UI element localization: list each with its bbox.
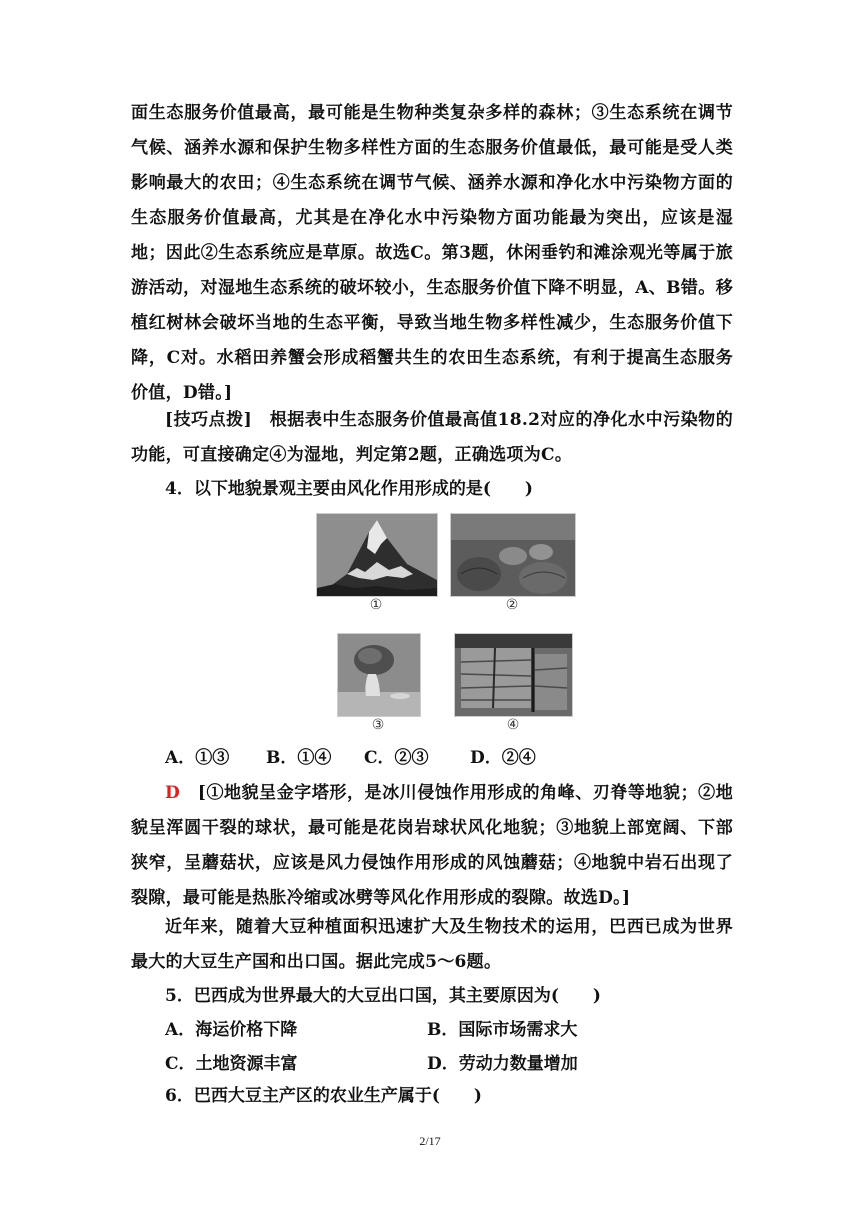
question-5-options-row-2 xyxy=(165,1049,725,1079)
page-number: 2/17 xyxy=(419,1134,441,1148)
q4-option-b[interactable]: B．①④ xyxy=(266,748,332,768)
figure-label-3: ③ xyxy=(371,717,385,733)
question-5-stem: 5．巴西成为世界最大的大豆出口国，其主要原因为( ) xyxy=(165,986,601,1006)
landform-photo-3 xyxy=(337,633,421,717)
tip-label: [技巧点拨] xyxy=(165,410,253,430)
q4-option-c[interactable]: C．②③ xyxy=(364,748,429,768)
spherical-boulders-image xyxy=(451,514,575,596)
q5-option-d[interactable]: D．劳动力数量增加 xyxy=(427,1054,578,1074)
mushroom-rock-image xyxy=(338,634,420,716)
figure-label-2: ② xyxy=(505,597,519,613)
explanation-paragraph-q2-q3: 面生态服务价值最高，最可能是生物种类复杂多样的森林；③生态系统在调节气候、涵养水源和保护生物多样性方面的生态服务价值最低，最可能是受人类影响最大的农田；④生态系统在调节气候、涵养水源和净化水中污染物方面的生态服务价值最高，尤其是在净化水中污染物方面功能最为突出，应该是湿地；因此②生态系统应是草原。故选C。第3题，休闲垂钓和滩涂观光等属于旅游活动，对湿地生态系统的破坏较小，生态服务价值下降不明显，A、B错。移植红树林会破坏当地的生态平衡，导致当地生物多样性减少，生态服务价值下降，C对。水稻田养蟹会形成稻蟹共生的农田生态系统，有利于提高生态服务价值，D错。] xyxy=(131,103,733,403)
cracked-rock-image xyxy=(455,634,572,716)
intro-5-6: 近年来，随着大豆种植面积迅速扩大及生物技术的运用，巴西已成为世界最大的大豆生产国和出口国。据此完成5～6题。 xyxy=(131,917,733,972)
question-4-stem: 4．以下地貌景观主要由风化作用形成的是( ) xyxy=(165,479,533,499)
q5-option-b[interactable]: B．国际市场需求大 xyxy=(427,1020,578,1040)
q4-option-a[interactable]: A．①③ xyxy=(165,748,230,768)
q4-option-d[interactable]: D．②④ xyxy=(470,748,536,768)
tip-paragraph xyxy=(131,403,733,473)
question-4-answer xyxy=(131,776,733,916)
landform-photo-4 xyxy=(454,633,573,717)
question-4-options xyxy=(165,743,725,773)
figure-label-4: ④ xyxy=(506,717,520,733)
q5-option-c[interactable]: C．土地资源丰富 xyxy=(165,1054,298,1074)
q5-option-a[interactable]: A．海运价格下降 xyxy=(165,1020,298,1040)
tip-text: 根据表中生态服务价值最高值18.2对应的净化水中污染物的功能，可直接确定④为湿地，判定第2题，正确选项为C。 xyxy=(131,410,733,465)
landform-photo-1 xyxy=(316,513,438,597)
answer-explanation: [①地貌呈金字塔形，是冰川侵蚀作用形成的角峰、刃脊等地貌；②地貌呈浑圆干裂的球状，最可能是花岗岩球状风化地貌；③地貌上部宽阔、下部狭窄，呈蘑菇状，应该是风力侵蚀作用形成的风蚀蘑菇；④地貌中岩石出现了裂隙，最可能是热胀冷缩或冰劈等风化作用形成的裂隙。故选D。] xyxy=(131,783,733,908)
answer-letter: D xyxy=(165,783,181,803)
figure-label-1: ① xyxy=(369,597,383,613)
question-5-options-row-1 xyxy=(165,1015,725,1045)
mountain-peak-image xyxy=(317,514,437,596)
landform-photo-2 xyxy=(450,513,576,597)
question-6-stem: 6．巴西大豆主产区的农业生产属于( ) xyxy=(165,1086,482,1106)
